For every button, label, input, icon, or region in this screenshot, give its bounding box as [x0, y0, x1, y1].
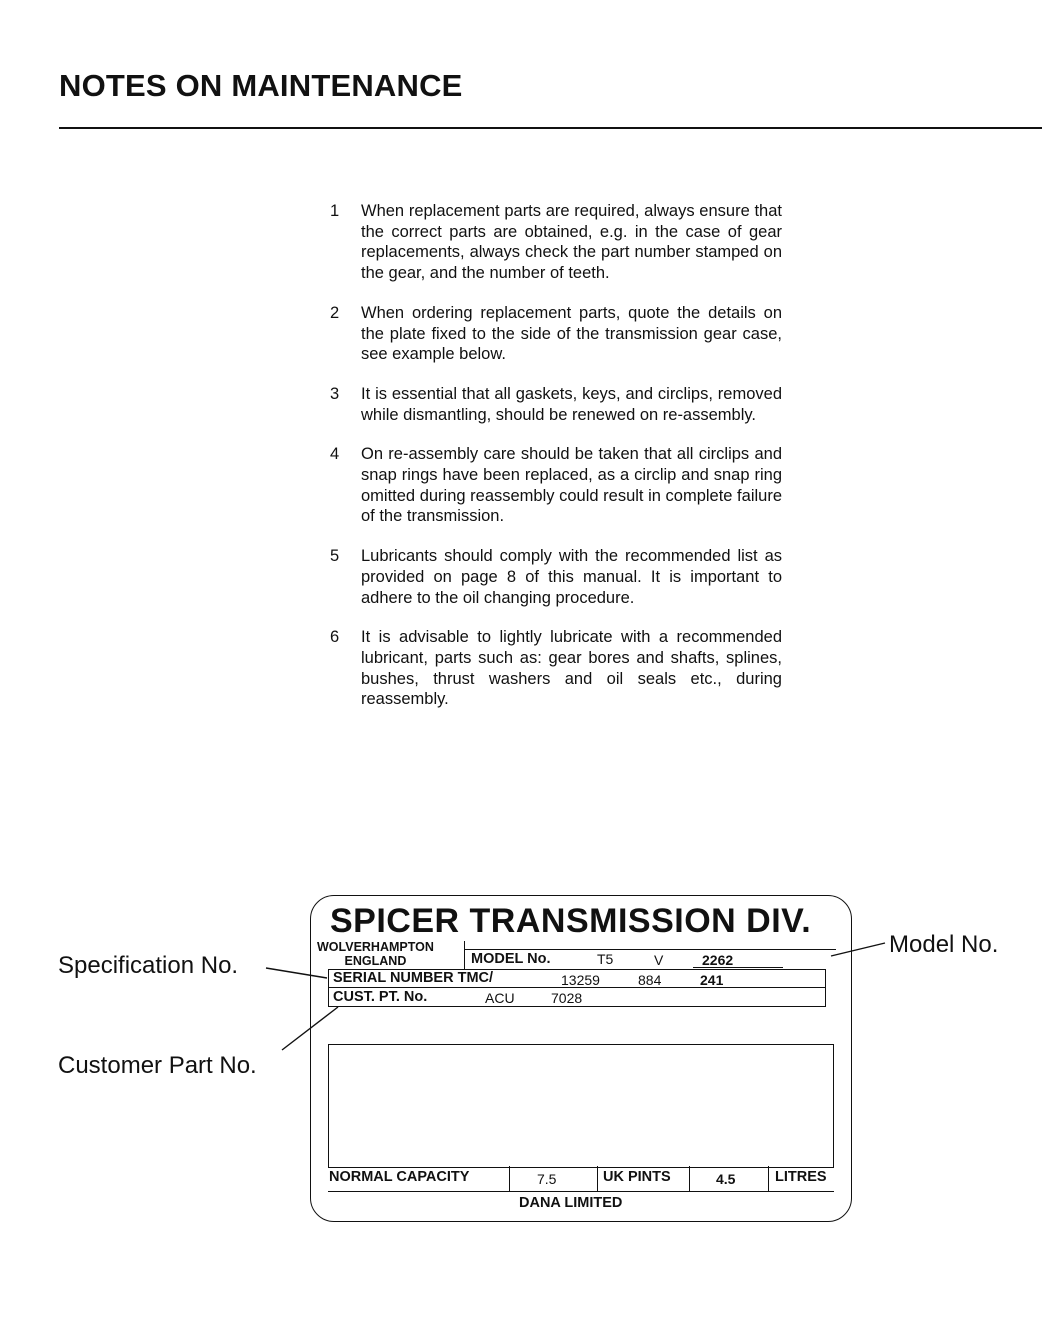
note-text: It is essential that all gaskets, keys, and circlips, removed while dismantling, should be renewed on re-assembly.: [361, 384, 782, 424]
model-number: 2262: [702, 952, 734, 968]
note-text: When ordering replacement parts, quote the details on the plate fixed to the side of the transmission gear case, see example below.: [361, 303, 782, 364]
note-number: 5: [330, 547, 340, 566]
note-text: Lubricants should comply with the recommended list as provided on page 8 of this manual. It is important to adhere to the oil changing procedure.: [361, 547, 782, 607]
capacity-litres: 4.5: [716, 1171, 736, 1187]
maker-city: WOLVERHAMPTON: [317, 940, 434, 954]
note-number: 6: [330, 628, 340, 647]
note-number: 4: [330, 445, 340, 464]
serial-part-3: 241: [700, 972, 724, 988]
capacity-pints: 7.5: [537, 1171, 557, 1187]
model-type: V: [654, 952, 664, 968]
capacity-label: NORMAL CAPACITY: [329, 1169, 470, 1185]
maker-country: ENGLAND: [344, 954, 407, 968]
plate-footer: DANA LIMITED: [519, 1195, 623, 1211]
note-number: 1: [330, 202, 340, 220]
model-no-leader: [831, 943, 885, 956]
plate-title: SPICER TRANSMISSION DIV.: [330, 902, 812, 940]
model-code: T5: [597, 951, 614, 967]
specification-no-callout: Specification No.: [58, 952, 239, 979]
specification-no-leader: [266, 968, 327, 978]
pints-unit: UK PINTS: [603, 1169, 671, 1185]
customer-part-no-callout: Customer Part No.: [58, 1052, 257, 1079]
customer-part-prefix: ACU: [485, 990, 515, 1006]
note-number: 3: [330, 384, 340, 403]
note-text: On re-assembly care should be taken that all circlips and snap rings have been replaced, as a circlip and snap ring omitted during reassembly could result in complete failure of the transmission.: [361, 445, 782, 526]
serial-part-2: 884: [638, 972, 662, 988]
note-number: 2: [330, 303, 340, 322]
litres-unit: LITRES: [775, 1169, 827, 1185]
note-text: It is advisable to lightly lubricate with a recommended lubricant, parts such as: gear bores and shafts, splines, bushes, thrust washers and oil seals etc., during reassembly.: [361, 628, 782, 709]
customer-part-label: CUST. PT. No.: [333, 989, 428, 1005]
customer-part-no-leader: [282, 1007, 338, 1050]
customer-part-number: 7028: [551, 990, 583, 1006]
model-label: MODEL No.: [471, 951, 551, 967]
page-title: NOTES ON MAINTENANCE: [59, 68, 463, 103]
note-text: When replacement parts are required, always ensure that the correct parts are obtained, e.g. in the case of gear replacements, always check the part number stamped on the gear, and the number of teeth.: [361, 202, 782, 283]
model-no-callout: Model No.: [889, 931, 999, 958]
serial-part-1: 13259: [561, 972, 600, 988]
serial-number-label: SERIAL NUMBER TMC/: [333, 970, 494, 986]
